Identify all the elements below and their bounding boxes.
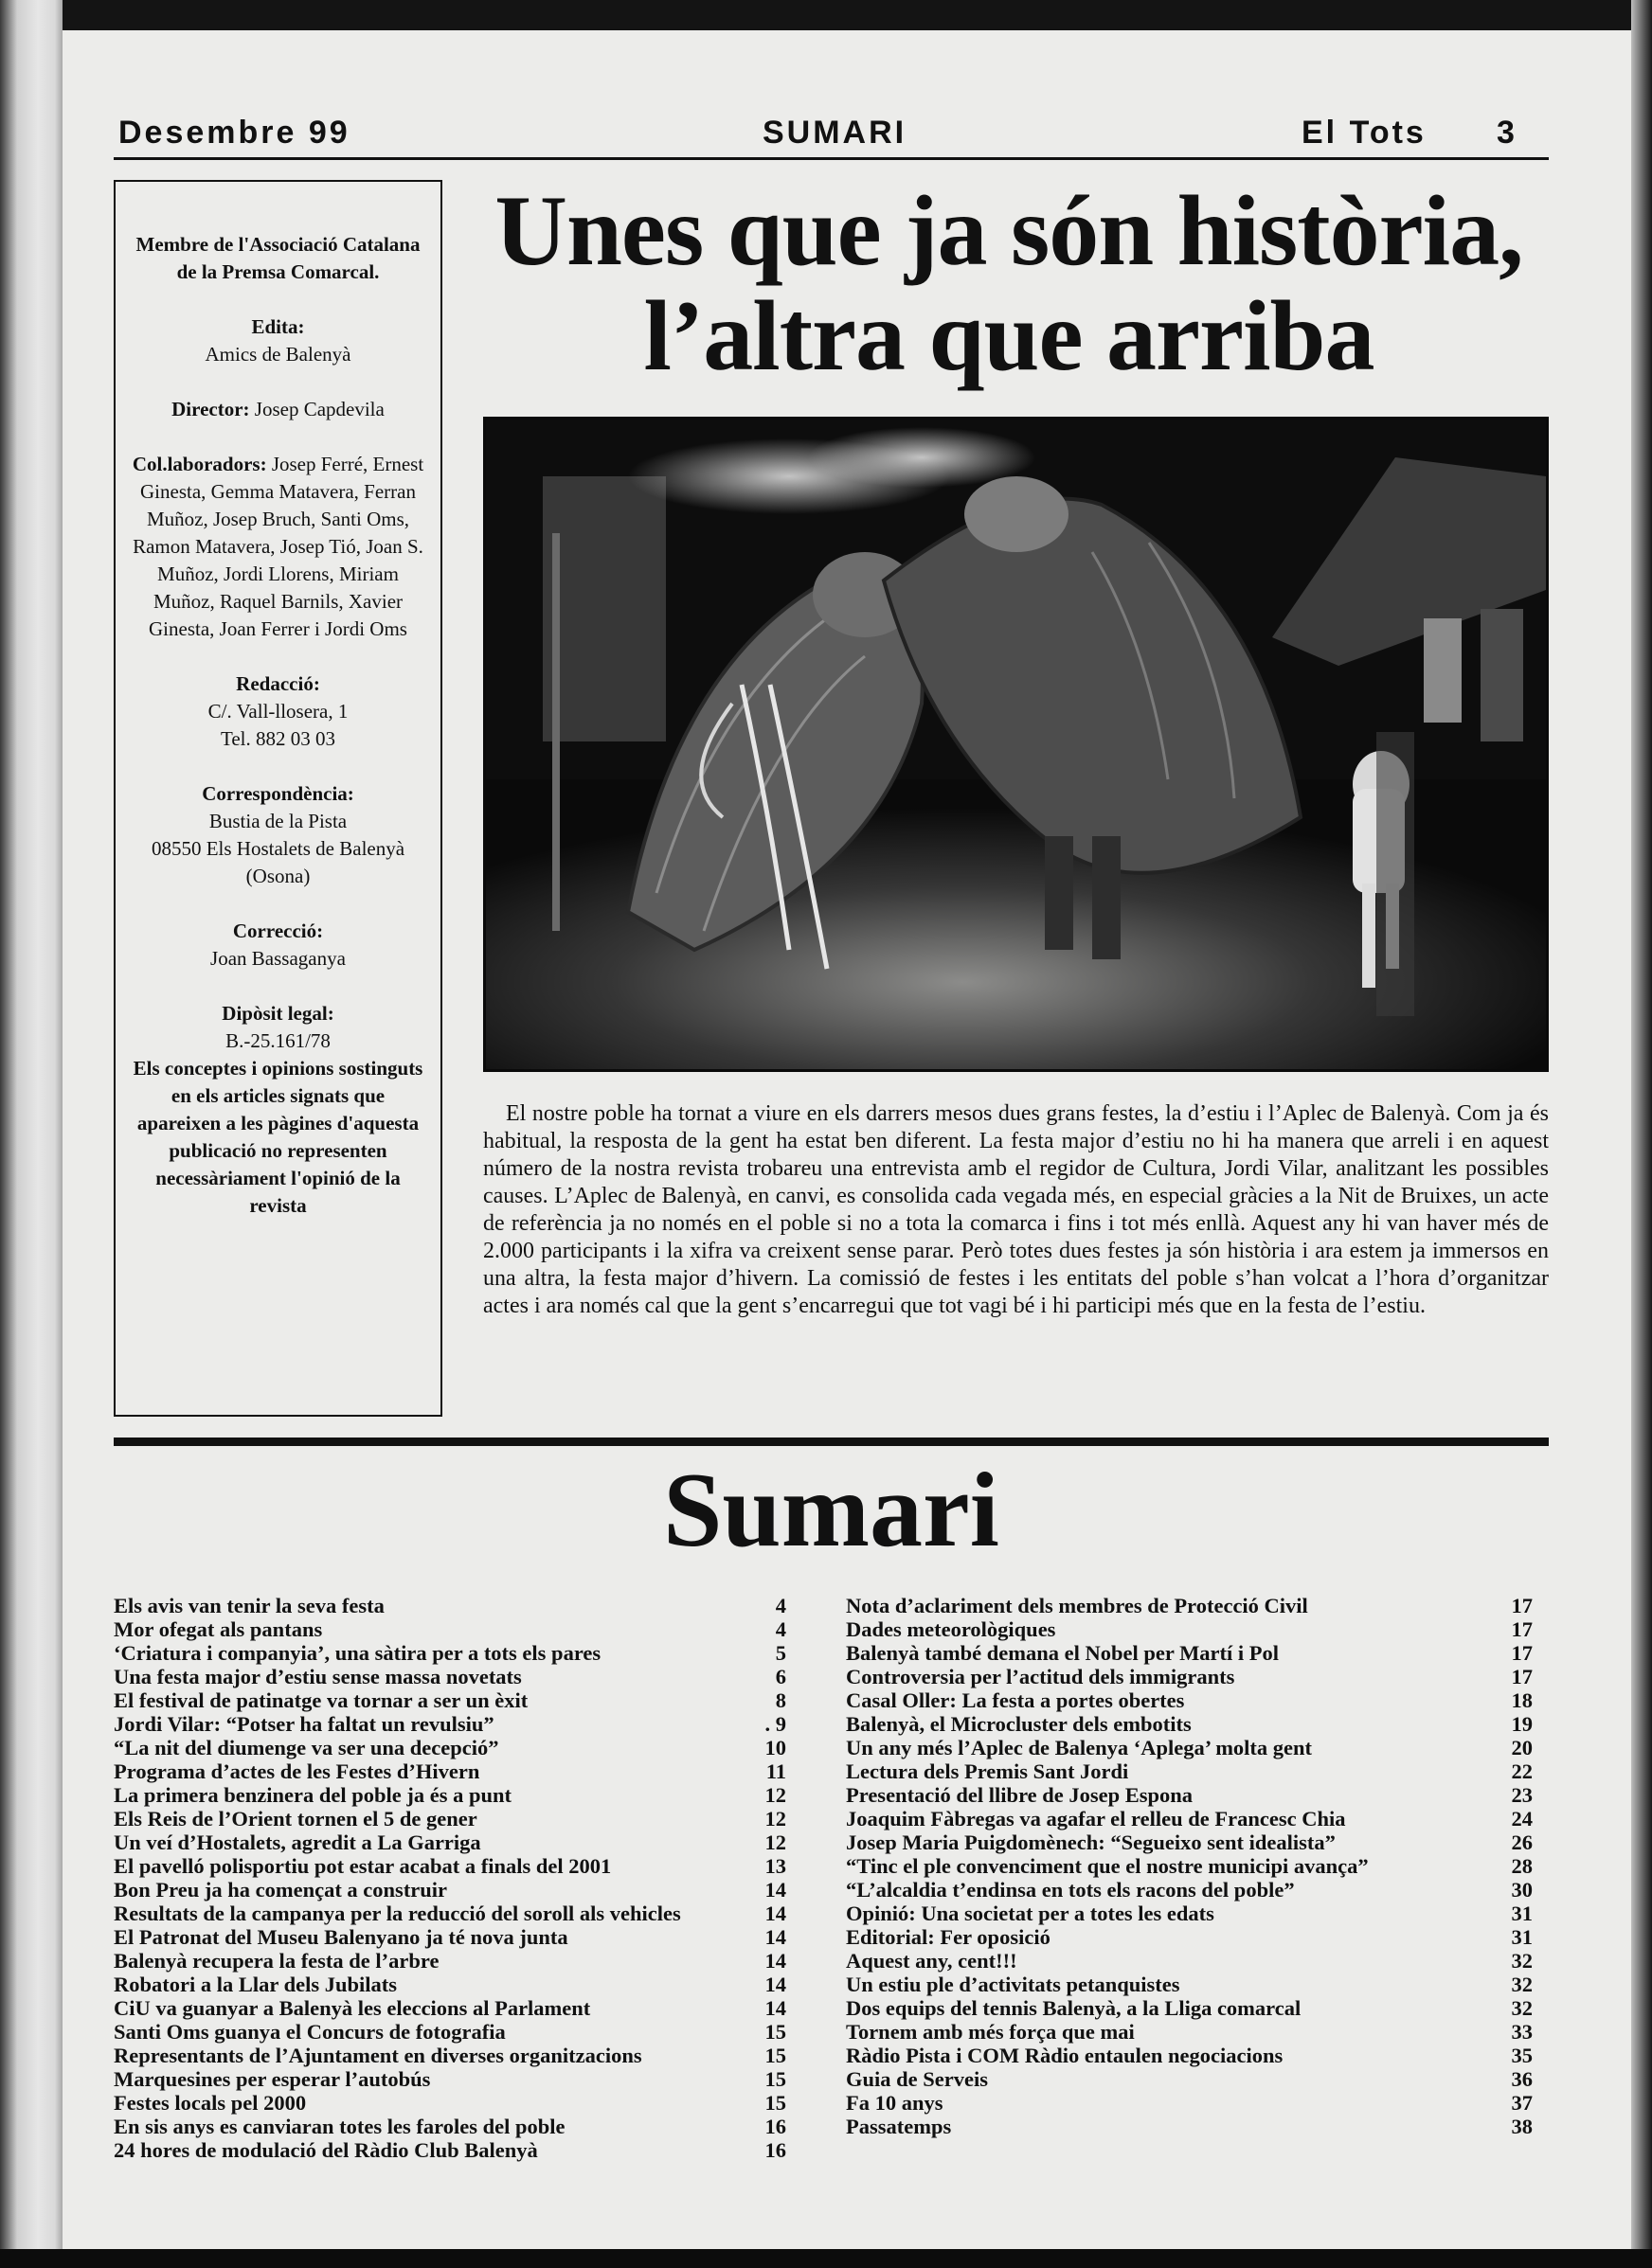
toc-entry-page: 35 (1511, 2044, 1533, 2067)
toc-entry-title: Resultats de la campanya per la reducció del soroll als vehicles (114, 1902, 681, 1925)
toc-entry (114, 1996, 786, 2020)
masthead-sidebar (114, 180, 442, 1417)
collaborators-block (131, 451, 425, 643)
toc-entry-title: Aquest any, cent!!! (846, 1949, 1017, 1973)
correspondence-block (131, 780, 425, 890)
toc-entry-page: 18 (1511, 1688, 1533, 1712)
toc-entry (114, 1878, 786, 1902)
toc-entry (846, 2067, 1533, 2091)
toc-entry (114, 2091, 786, 2115)
toc-entry (846, 1830, 1533, 1854)
toc-entry-page: 14 (764, 1973, 786, 1996)
toc-entry-title: Controversia per l’actitud dels immigrants (846, 1665, 1235, 1688)
article-intro: El nostre poble ha tornat a viure en els darrers mesos dues grans festes, la d’estiu i l’Aplec de Balenyà. Com ja és habitual, la resposta de la gent ha estat ben diferent. La festa major d’estiu no hi ha manera que arreli i en aquest número de la nostra revista trobareu una entrevista amb el regidor de Cultura, Jordi Vilar, analitzant les possibles causes. L’Aplec de Balenyà, en canvi, es consolida cada vegada més, en especial gràcies a la Nit de Bruixes, un acte de referència ja no només en el poble si no a tota la comarca i fins i tot més enllà. Aquest any hi van haver més de 2.000 participants i la xifra va creixent sense parar. Però totes dues festes ja són història i ara estem ja immersos en una altra, la festa major d’hivern. La comissió de festes i les entitats del poble s’han volcat a l’hora d’organitzar actes i ara només cal que la gent s’encarregui que tot vagi bé i hi participi més que en la festa de l’estiu. (483, 1101, 1549, 1318)
disclaimer: Els conceptes i opinions sostinguts en els articles signats que apareixen a les pàgines d'aquesta publicació no representen necessàriament l'opinió de la revista (133, 1057, 423, 1217)
toc-entry-title: Jordi Vilar: “Potser ha faltat un revulsiu” (114, 1712, 494, 1736)
toc-entry (114, 1973, 786, 1996)
toc-entry-title: “Tinc el ple convenciment que el nostre municipi avança” (846, 1854, 1369, 1878)
toc-entry-title: ‘Criatura i companyia’, una sàtira per a tots els pares (114, 1641, 602, 1665)
toc-entry (114, 2138, 786, 2162)
toc-entry (114, 1688, 786, 1712)
toc-entry (846, 1902, 1533, 1925)
toc-entry (846, 1641, 1533, 1665)
toc-entry (114, 1949, 786, 1973)
toc-entry (114, 2067, 786, 2091)
correction-block (131, 918, 425, 973)
toc-entry-page: 12 (764, 1830, 786, 1854)
toc-entry-page: 12 (764, 1807, 786, 1830)
toc-entry-page: 38 (1511, 2115, 1533, 2138)
toc-entry-page: 31 (1511, 1925, 1533, 1949)
sumari-rule (114, 1438, 1549, 1446)
toc-entry-title: Dos equips del tennis Balenyà, a la Lliga comarcal (846, 1996, 1302, 2020)
toc-entry-page: 16 (764, 2138, 786, 2162)
director-name: Josep Capdevila (254, 398, 385, 420)
headline-line-2: l’altra que arriba (643, 280, 1374, 391)
legal-number: B.-25.161/78 (225, 1029, 331, 1052)
header-date: Desembre 99 (118, 115, 350, 151)
toc-entry-page: 37 (1511, 2091, 1533, 2115)
toc-entry (114, 1617, 786, 1641)
toc-entry-page: 6 (775, 1665, 786, 1688)
toc-entry (114, 1712, 786, 1736)
toc-entry (846, 1736, 1533, 1759)
toc-entry-title: CiU va guanyar a Balenyà les eleccions al Parlament (114, 1996, 591, 2020)
toc-entry-page: 36 (1511, 2067, 1533, 2091)
toc-entry-page: 31 (1511, 1902, 1533, 1925)
toc-entry (846, 2115, 1533, 2138)
correspondence-line1: Bustia de la Pista (208, 810, 348, 832)
toc-entry-page: 20 (1511, 1736, 1533, 1759)
toc-entry (846, 1617, 1533, 1641)
header-page-number: 3 (1497, 115, 1517, 151)
header-section: SUMARI (763, 115, 907, 151)
toc-entry (846, 1996, 1533, 2020)
toc-entry-title: Representants de l’Ajuntament en diverses organitzacions (114, 2044, 642, 2067)
toc-entry (846, 2044, 1533, 2067)
article-photo (483, 417, 1549, 1072)
toc-entry-title: Casal Oller: La festa a portes obertes (846, 1688, 1185, 1712)
sumari-title: Sumari (663, 1452, 999, 1569)
toc-entry-page: 32 (1511, 1996, 1533, 2020)
toc-entry (114, 1925, 786, 1949)
toc-entry-title: Balenyà, el Microcluster dels embotits (846, 1712, 1192, 1736)
toc-entry-page: 17 (1511, 1594, 1533, 1617)
toc-entry-page: 32 (1511, 1949, 1533, 1973)
toc-entry-title: Festes locals pel 2000 (114, 2091, 307, 2115)
toc-entry-page: 15 (764, 2044, 786, 2067)
toc-entry-title: Passatemps (846, 2115, 952, 2138)
toc-entry (114, 2020, 786, 2044)
toc-entry (846, 1878, 1533, 1902)
correspondence-line2: 08550 Els Hostalets de Balenyà (Osona) (151, 837, 405, 887)
toc-entry-title: Lectura dels Premis Sant Jordi (846, 1759, 1129, 1783)
toc-right-column (846, 1594, 1533, 2138)
toc-entry-page: 24 (1511, 1807, 1533, 1830)
association-note: Membre de l'Associació Catalana de la Premsa Comarcal. (135, 233, 421, 283)
toc-entry-page: 23 (1511, 1783, 1533, 1807)
toc-entry-title: Fa 10 anys (846, 2091, 943, 2115)
toc-entry-page: 14 (764, 1949, 786, 1973)
legal-block (131, 1000, 425, 1220)
toc-entry-page: 32 (1511, 1973, 1533, 1996)
toc-entry-title: Programa d’actes de les Festes d’Hivern (114, 1759, 480, 1783)
toc-entry-title: Ràdio Pista i COM Ràdio entaulen negociacions (846, 2044, 1284, 2067)
publisher-block (131, 313, 425, 368)
toc-entry (114, 1783, 786, 1807)
toc-entry-title: Una festa major d’estiu sense massa novetats (114, 1665, 522, 1688)
toc-entry-page: 11 (765, 1759, 786, 1783)
publisher-name: Amics de Balenyà (205, 343, 351, 366)
director-block (131, 396, 425, 423)
toc-entry-title: Balenyà també demana el Nobel per Martí i Pol (846, 1641, 1280, 1665)
headline-line-1: Unes que ja són història, (494, 175, 1523, 286)
toc-entry-title: El Patronat del Museu Balenyano ja té nova junta (114, 1925, 568, 1949)
festival-photo-illustration (486, 420, 1546, 1069)
toc-entry (114, 1736, 786, 1759)
newsroom-address: C/. Vall-llosera, 1 (207, 700, 349, 723)
newsroom-phone: Tel. 882 03 03 (220, 727, 336, 750)
toc-entry-title: “La nit del diumenge va ser una decepció” (114, 1736, 499, 1759)
toc-entry-page: 8 (775, 1688, 786, 1712)
toc-entry (846, 2020, 1533, 2044)
toc-entry (114, 1594, 786, 1617)
toc-entry-page: 17 (1511, 1641, 1533, 1665)
toc-entry (114, 1854, 786, 1878)
toc-entry-page: 30 (1511, 1878, 1533, 1902)
toc-entry-title: Bon Preu ja ha començat a construir (114, 1878, 448, 1902)
toc-entry-page: 14 (764, 1996, 786, 2020)
toc-entry-title: Un veí d’Hostalets, agredit a La Garriga (114, 1830, 481, 1854)
toc-entry (846, 1594, 1533, 1617)
toc-entry-page: 10 (764, 1736, 786, 1759)
director-label: Director: (171, 398, 250, 420)
toc-entry-page: 28 (1511, 1854, 1533, 1878)
toc-entry-title: Presentació del llibre de Josep Espona (846, 1783, 1194, 1807)
toc-entry-title: Dades meteorològiques (846, 1617, 1056, 1641)
toc-entry-page: 15 (764, 2091, 786, 2115)
toc-entry-title: En sis anys es canviaran totes les faroles del poble (114, 2115, 566, 2138)
correspondence-label: Correspondència: (202, 782, 354, 805)
toc-entry-page: 12 (764, 1783, 786, 1807)
toc-entry-page: 15 (764, 2020, 786, 2044)
publisher-label: Edita: (251, 315, 305, 338)
scan-bottom-edge (0, 2249, 1652, 2268)
toc-left-column (114, 1594, 786, 2162)
correction-label: Correcció: (232, 920, 324, 942)
toc-entry (114, 1759, 786, 1783)
legal-label: Dipòsit legal: (222, 1002, 334, 1025)
toc-entry-title: Josep Maria Puigdomènech: “Segueixo sent idealista” (846, 1830, 1336, 1854)
toc-entry (846, 1712, 1533, 1736)
toc-entry-page: 19 (1511, 1712, 1533, 1736)
toc-entry (114, 2044, 786, 2067)
toc-entry (114, 1830, 786, 1854)
toc-entry-title: Marquesines per esperar l’autobús (114, 2067, 431, 2091)
toc-entry-title: Editorial: Fer oposició (846, 1925, 1050, 1949)
toc-entry-title: Els Reis de l’Orient tornen el 5 de gener (114, 1807, 477, 1830)
toc-entry-title: El festival de patinatge va tornar a ser un èxit (114, 1688, 529, 1712)
toc-entry (846, 1854, 1533, 1878)
header-publication: El Tots (1302, 115, 1427, 151)
toc-entry-title: Tornem amb més força que mai (846, 2020, 1135, 2044)
newsroom-label: Redacció: (236, 672, 320, 695)
toc-entry-title: El pavelló polisportiu pot estar acabat a finals del 2001 (114, 1854, 612, 1878)
toc-entry-title: Un estiu ple d’activitats petanquistes (846, 1973, 1180, 1996)
toc-entry-page: 5 (775, 1641, 786, 1665)
toc-entry-title: Mor ofegat als pantans (114, 1617, 323, 1641)
toc-entry-page: 14 (764, 1878, 786, 1902)
toc-entry-page: 15 (764, 2067, 786, 2091)
toc-entry-page: 14 (764, 1902, 786, 1925)
toc-entry-title: 24 hores de modulació del Ràdio Club Balenyà (114, 2138, 538, 2162)
toc-entry-title: Els avis van tenir la seva festa (114, 1594, 385, 1617)
scan-binding-edge (0, 0, 63, 2268)
toc-entry-title: Nota d’aclariment dels membres de Protecció Civil (846, 1594, 1308, 1617)
toc-entry-title: Robatori a la Llar dels Jubilats (114, 1973, 397, 1996)
toc-entry-page: 4 (775, 1617, 786, 1641)
toc-entry-page: . 9 (764, 1712, 786, 1736)
collaborators-label: Col.laboradors: (132, 453, 267, 475)
toc-entry (114, 1807, 786, 1830)
scan-right-edge (1631, 0, 1652, 2268)
toc-entry (114, 1665, 786, 1688)
toc-entry-page: 13 (764, 1854, 786, 1878)
header-rule (114, 157, 1549, 160)
toc-entry (846, 1925, 1533, 1949)
toc-entry (846, 2091, 1533, 2115)
toc-entry (846, 1688, 1533, 1712)
toc-entry-title: La primera benzinera del poble ja és a punt (114, 1783, 512, 1807)
newsroom-block (131, 670, 425, 753)
toc-entry (846, 1665, 1533, 1688)
toc-entry-page: 22 (1511, 1759, 1533, 1783)
toc-entry (846, 1973, 1533, 1996)
collaborators-list: Josep Ferré, Ernest Ginesta, Gemma Matavera, Ferran Muñoz, Josep Bruch, Santi Oms, Ramon Matavera, Josep Tió, Joan S. Muñoz, Jordi Llorens, Miriam Muñoz, Raquel Barnils, Xavier Ginesta, Joan Ferrer i Jordi Oms (133, 453, 424, 640)
toc-entry-page: 16 (764, 2115, 786, 2138)
toc-entry (846, 1949, 1533, 1973)
toc-entry-page: 17 (1511, 1665, 1533, 1688)
toc-entry-title: Un any més l’Aplec de Balenya ‘Aplega’ molta gent (846, 1736, 1313, 1759)
toc-entry (846, 1807, 1533, 1830)
toc-entry-title: Opinió: Una societat per a totes les edats (846, 1902, 1214, 1925)
toc-entry-page: 4 (775, 1594, 786, 1617)
toc-entry (114, 1641, 786, 1665)
toc-entry-title: “L’alcaldia t’endinsa en tots els racons del poble” (846, 1878, 1295, 1902)
toc-entry (846, 1759, 1533, 1783)
toc-entry-title: Santi Oms guanya el Concurs de fotografia (114, 2020, 506, 2044)
toc-entry-page: 14 (764, 1925, 786, 1949)
correction-name: Joan Bassaganya (210, 947, 346, 970)
article-headline (455, 175, 1563, 391)
toc-entry-title: Guia de Serveis (846, 2067, 988, 2091)
toc-entry-page: 26 (1511, 1830, 1533, 1854)
toc-entry (114, 2115, 786, 2138)
toc-entry-page: 17 (1511, 1617, 1533, 1641)
toc-entry-title: Joaquim Fàbregas va agafar el relleu de Francesc Chia (846, 1807, 1346, 1830)
toc-entry (114, 1902, 786, 1925)
toc-entry-page: 33 (1511, 2020, 1533, 2044)
toc-entry-title: Balenyà recupera la festa de l’arbre (114, 1949, 440, 1973)
toc-entry (846, 1783, 1533, 1807)
